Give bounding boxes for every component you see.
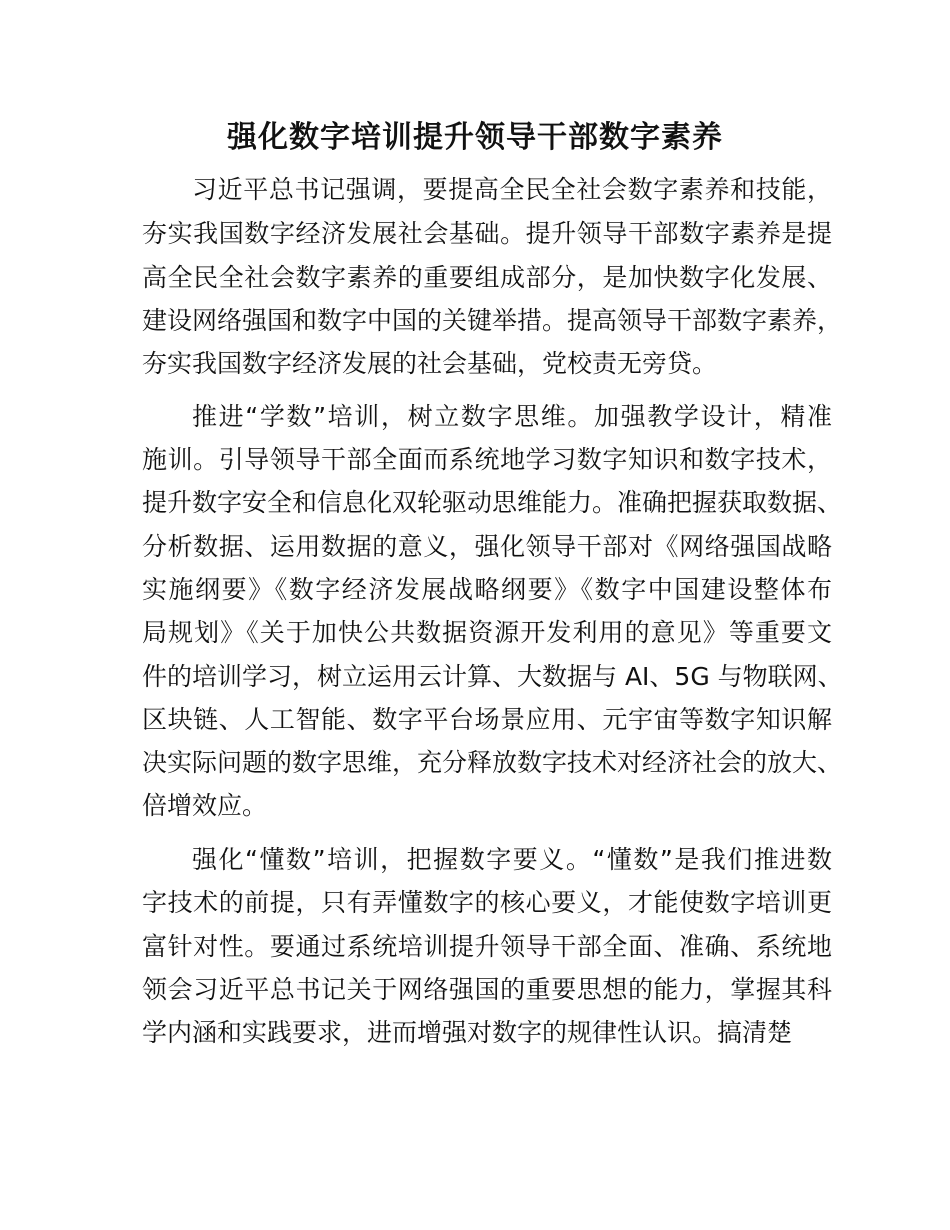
- paragraph-2-line: 实施纲要》《数字经济发展战略纲要》《数字中国建设整体布: [142, 575, 832, 604]
- paragraph-1-line: 习近平总书记强调，要提高全民全社会数字素养和技能，: [192, 175, 832, 204]
- paragraph-2-line: 提升数字安全和信息化双轮驱动思维能力。准确把握获取数据、: [142, 488, 843, 517]
- paragraph-2-line: 推进“学数”培训，树立数字思维。加强教学设计，精准: [192, 402, 832, 431]
- paragraph-2-line: 决实际问题的数字思维，充分释放数字技术对经济社会的放大、: [142, 748, 843, 777]
- paragraph-3-line: 强化“懂数”培训，把握数字要义。“懂数”是我们推进数: [192, 845, 832, 874]
- paragraph-3-line: 学内涵和实践要求，进而增强对数字的规律性认识。搞清楚: [142, 1018, 793, 1047]
- paragraph-1-line: 建设网络强国和数字中国的关键举措。提高领导干部数字素养，: [142, 306, 843, 335]
- paragraph-3-line: 富针对性。要通过系统培训提升领导干部全面、准确、系统地: [142, 932, 832, 961]
- paragraph-2-line: 局规划》《关于加快公共数据资源开发利用的意见》等重要文: [142, 618, 832, 647]
- paragraph-2-line: 区块链、人工智能、数字平台场景应用、元宇宙等数字知识解: [142, 705, 832, 734]
- paragraph-3-line: 领会习近平总书记关于网络强国的重要思想的能力，掌握其科: [142, 975, 832, 1004]
- paragraph-2-line: 件的培训学习，树立运用云计算、大数据与 AI、5G 与物联网、: [142, 662, 843, 691]
- paragraph-2-line: 施训。引导领导干部全面而系统地学习数字知识和数字技术，: [142, 445, 832, 474]
- paragraph-1-line: 高全民全社会数字素养的重要组成部分，是加快数字化发展、: [142, 263, 832, 292]
- paragraph-1-line: 夯实我国数字经济发展的社会基础，党校责无旁贷。: [142, 349, 718, 378]
- paragraph-2-line: 分析数据、运用数据的意义，强化领导干部对《网络强国战略: [142, 532, 832, 561]
- document-title: 强化数字培训提升领导干部数字素养: [227, 120, 723, 155]
- paragraph-1-line: 夯实我国数字经济发展社会基础。提升领导干部数字素养是提: [142, 219, 832, 248]
- paragraph-2-line: 倍增效应。: [142, 791, 268, 820]
- paragraph-3-line: 字技术的前提，只有弄懂数字的核心要义，才能使数字培训更: [142, 888, 832, 917]
